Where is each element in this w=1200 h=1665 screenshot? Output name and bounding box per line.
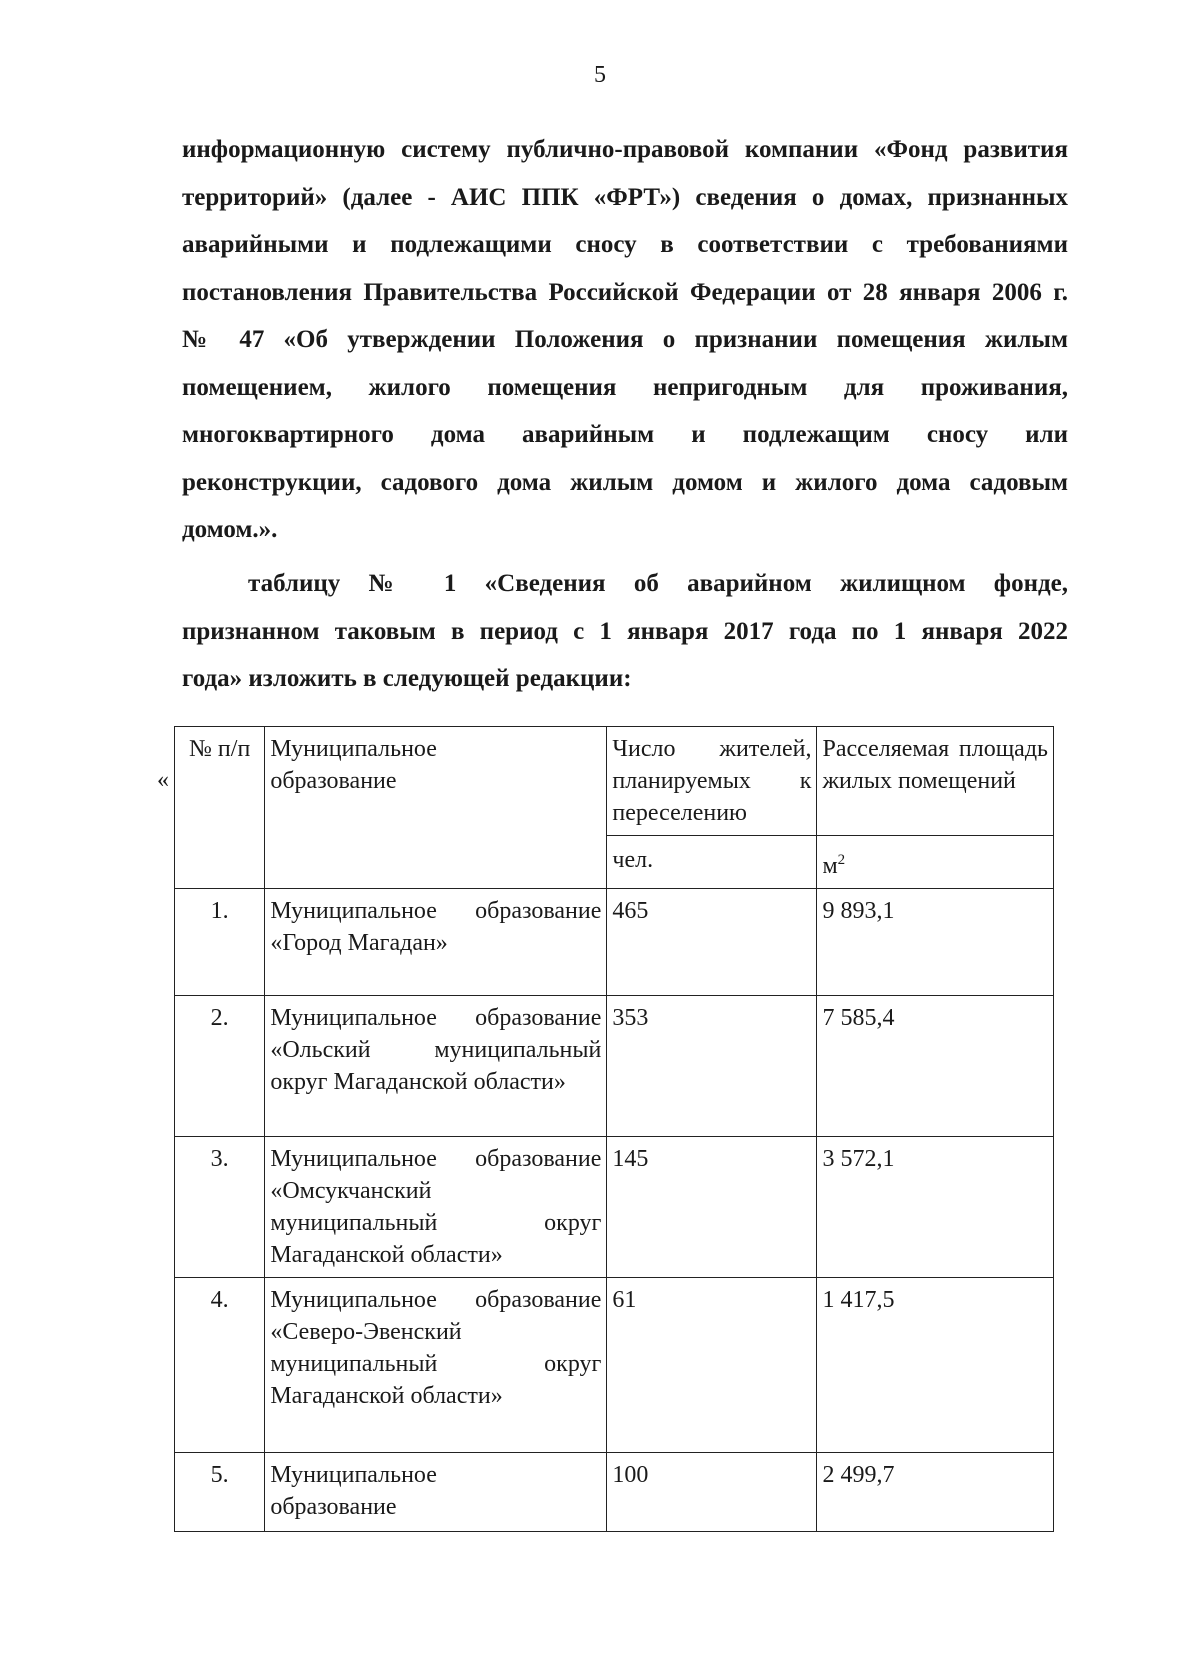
row-residents: 465 xyxy=(607,889,817,996)
text-line: таблицу № 1 «Сведения об аварийном жилищном фонде, xyxy=(248,570,1068,597)
text-line: года» изложить в следующей редакции: xyxy=(182,665,632,692)
paragraph-table-intro xyxy=(182,560,1068,703)
text-line: информационную систему публично-правовой компании «Фонд развития xyxy=(182,136,1068,163)
row-num: 3. xyxy=(175,1137,265,1278)
row-municipality-text: Муниципальное образование «Омсукчанский муниципальный округ Магаданской области» xyxy=(270,1146,602,1268)
table-row xyxy=(175,889,1054,996)
text-line: № 47 «Об утверждении Положения о признании помещения жилым xyxy=(182,326,1068,353)
table-open-quote: « xyxy=(157,767,169,793)
row-area: 9 893,1 xyxy=(817,889,1054,996)
row-municipality-text: Муниципальное образование xyxy=(270,1462,437,1520)
text-line: помещением, жилого помещения непригодным для проживания, xyxy=(182,373,1068,401)
text-line: домом.». xyxy=(182,516,278,543)
row-municipality xyxy=(265,1137,607,1278)
text-line: постановления Правительства Российской Федерации от 28 января 2006 г. xyxy=(182,278,1068,306)
row-municipality xyxy=(265,996,607,1137)
table-header-row xyxy=(175,727,1054,836)
row-municipality xyxy=(265,1453,607,1532)
table-row xyxy=(175,1278,1054,1453)
table-row xyxy=(175,996,1054,1137)
page-number: 5 xyxy=(594,62,606,88)
header-num: № п/п xyxy=(175,727,265,889)
row-area: 7 585,4 xyxy=(817,996,1054,1137)
header-area xyxy=(817,727,1054,836)
header-area-text: Расселяемая площадь жилых помещений xyxy=(822,736,1048,794)
row-num: 2. xyxy=(175,996,265,1137)
housing-fund-table xyxy=(174,726,1054,1532)
header-residents xyxy=(607,727,817,836)
row-residents: 353 xyxy=(607,996,817,1137)
text-line: территорий» (далее - АИС ППК «ФРТ») сведения о домах, признанных xyxy=(182,183,1068,211)
row-area: 1 417,5 xyxy=(817,1278,1054,1453)
unit-residents: чел. xyxy=(607,836,817,889)
row-residents: 145 xyxy=(607,1137,817,1278)
paragraph-system-info xyxy=(182,126,1068,554)
header-municipality-text: Муниципальное образование xyxy=(270,736,437,794)
row-num: 4. xyxy=(175,1278,265,1453)
row-municipality-text: Муниципальное образование «Город Магадан» xyxy=(270,898,602,956)
row-residents: 61 xyxy=(607,1278,817,1453)
header-municipality xyxy=(265,727,607,889)
row-num: 5. xyxy=(175,1453,265,1532)
unit-area xyxy=(817,836,1054,889)
row-num: 1. xyxy=(175,889,265,996)
table-row xyxy=(175,1453,1054,1532)
row-municipality xyxy=(265,889,607,996)
text-line: аварийными и подлежащими сносу в соответствии с требованиями xyxy=(182,231,1068,258)
text-line: многоквартирного дома аварийным и подлежащим сносу или xyxy=(182,421,1068,448)
text-line: признанном таковым в период с 1 января 2017 года по 1 января 2022 xyxy=(182,617,1068,645)
row-area: 2 499,7 xyxy=(817,1453,1054,1532)
row-municipality-text: Муниципальное образование «Ольский муниципальный округ Магаданской области» xyxy=(270,1005,602,1095)
row-municipality xyxy=(265,1278,607,1453)
unit-area-exp: 2 xyxy=(837,852,846,868)
table-row xyxy=(175,1137,1054,1278)
row-municipality-text: Муниципальное образование «Северо-Эвенский муниципальный округ Магаданской области» xyxy=(270,1287,602,1409)
header-residents-text: Число жителей, планируемых к переселению xyxy=(612,736,812,826)
row-area: 3 572,1 xyxy=(817,1137,1054,1278)
row-residents: 100 xyxy=(607,1453,817,1532)
text-line: реконструкции, садового дома жилым домом и жилого дома садовым xyxy=(182,468,1068,496)
unit-area-base: м xyxy=(822,853,838,879)
